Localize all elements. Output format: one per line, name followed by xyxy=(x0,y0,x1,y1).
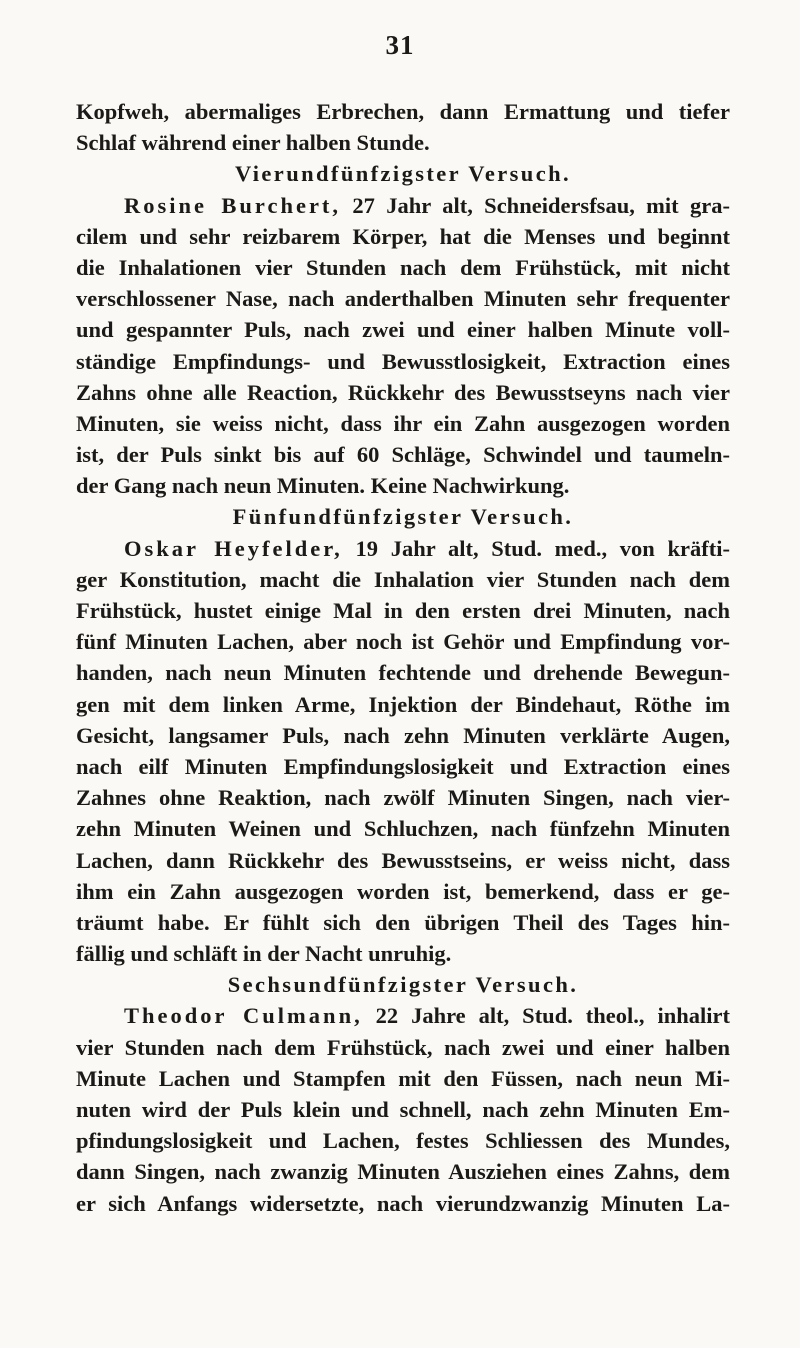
text-line: er sich Anfangs widersetzte, nach vierundzwanzig Minuten La- xyxy=(76,1190,730,1216)
text-line: nuten wird der Puls klein und schnell, nach zehn Minuten Em- xyxy=(76,1097,730,1122)
line-text: 19 Jahr alt, Stud. med., von kräfti- xyxy=(342,535,730,561)
text-line: pfindungslosigkeit und Lachen, festes Schliessen des Mundes, xyxy=(76,1128,730,1154)
section-heading: Fünfundfünfzigster Versuch. xyxy=(232,504,574,530)
text-line: Minute Lachen und Stampfen mit den Füssen, nach neun Mi- xyxy=(76,1065,730,1091)
text-line: zehn Minuten Weinen und Schluchzen, nach fünfzehn Minuten xyxy=(76,816,730,842)
text-line: ständige Empfindungs- und Bewusstlosigkeit, Extraction eines xyxy=(76,348,730,374)
subject-name: Rosine Burchert, xyxy=(124,192,342,218)
text-line: Zahns ohne alle Reaction, Rückkehr des Bewusstseyns nach vier xyxy=(76,379,730,405)
page-number: 31 xyxy=(385,30,415,60)
text-line: und gespannter Puls, nach zwei und einer halben Minute voll- xyxy=(76,317,730,343)
subject-name: Oskar Heyfelder, xyxy=(124,535,343,561)
text-line: Minuten, sie weiss nicht, dass ihr ein Zahn ausgezogen worden xyxy=(76,410,730,436)
text-line: Zahnes ohne Reaktion, nach zwölf Minuten Singen, nach vier- xyxy=(76,785,730,811)
text-line: Frühstück, hustet einige Mal in den ersten drei Minuten, nach xyxy=(76,598,730,623)
body-text xyxy=(76,96,730,1219)
text-line: Gesicht, langsamer Puls, nach zehn Minuten verklärte Augen, xyxy=(76,722,730,748)
paragraph-first-line xyxy=(76,190,730,221)
line-text: 27 Jahr alt, Schneidersfsau, mit gra- xyxy=(341,192,731,218)
text-line: ihm ein Zahn ausgezogen worden ist, bemerkend, dass er ge- xyxy=(76,878,730,904)
paragraph-first-line xyxy=(76,1000,730,1031)
text-line: fällig und schläft in der Nacht unruhig. xyxy=(76,941,452,967)
text-line: Schlaf während einer halben Stunde. xyxy=(76,130,430,156)
text-line: die Inhalationen vier Stunden nach dem Frühstück, mit nicht xyxy=(76,254,730,280)
text-line: vier Stunden nach dem Frühstück, nach zwei und einer halben xyxy=(76,1034,730,1060)
text-line: träumt habe. Er fühlt sich den übrigen Theil des Tages hin- xyxy=(76,909,730,935)
text-line: nach eilf Minuten Empfindungslosigkeit und Extraction eines xyxy=(76,753,730,779)
paragraph-first-line xyxy=(76,533,730,564)
text-line: der Gang nach neun Minuten. Keine Nachwirkung. xyxy=(76,473,570,499)
subject-name: Theodor Culmann, xyxy=(124,1003,363,1029)
text-line: cilem und sehr reizbarem Körper, hat die Menses und beginnt xyxy=(76,223,730,249)
text-line: Kopfweh, abermaliges Erbrechen, dann Ermattung und tiefer xyxy=(76,99,730,124)
text-line: fünf Minuten Lachen, aber noch ist Gehör und Empfindung vor- xyxy=(76,629,730,655)
text-line: gen mit dem linken Arme, Injektion der Bindehaut, Röthe im xyxy=(76,691,730,717)
text-line: ger Konstitution, macht die Inhalation vier Stunden nach dem xyxy=(76,566,730,592)
text-line: ist, der Puls sinkt bis auf 60 Schläge, Schwindel und taumeln- xyxy=(76,442,730,468)
text-line: Lachen, dann Rückkehr des Bewusstseins, er weiss nicht, dass xyxy=(76,847,730,873)
text-line: dann Singen, nach zwanzig Minuten Ausziehen eines Zahns, dem xyxy=(76,1159,730,1185)
section-heading: Vierundfünfzigster Versuch. xyxy=(234,161,572,187)
text-line: verschlossener Nase, nach anderthalben Minuten sehr frequenter xyxy=(76,286,730,312)
text-line: handen, nach neun Minuten fechtende und drehende Bewegun- xyxy=(76,660,730,686)
section-heading: Sechsundfünfzigster Versuch. xyxy=(227,972,579,998)
line-text: 22 Jahre alt, Stud. theol., inhalirt xyxy=(362,1003,730,1029)
